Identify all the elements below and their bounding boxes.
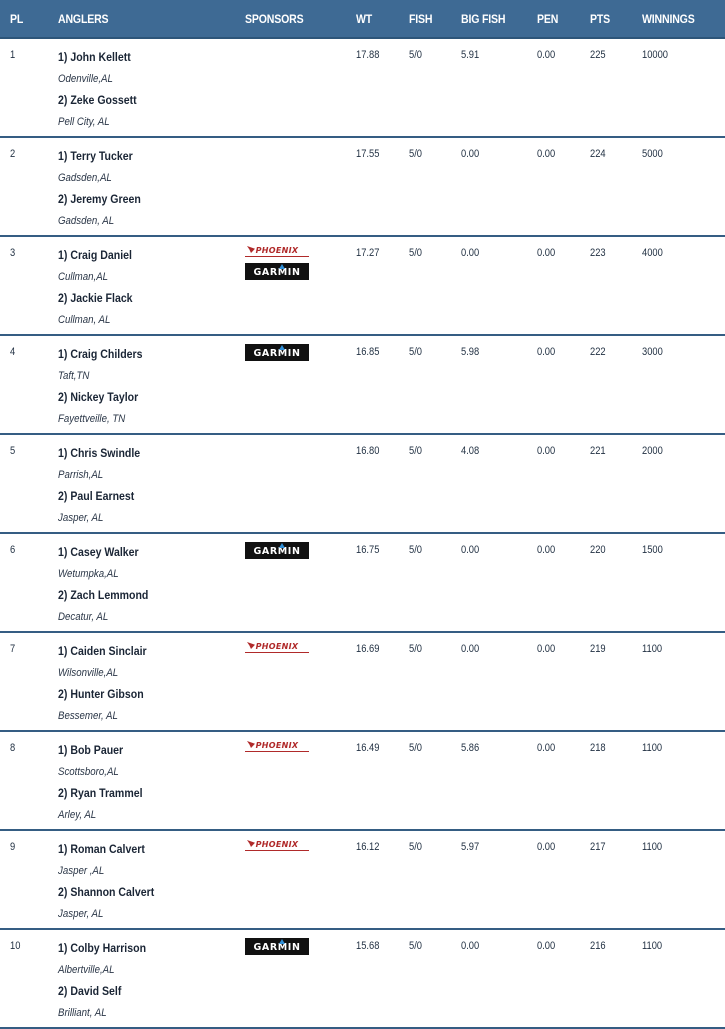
anglers-cell [58, 48, 137, 134]
table-row [0, 930, 725, 1029]
fish-count-cell: 5/0 [409, 940, 423, 952]
place-cell: 4 [10, 346, 16, 358]
points-cell: 222 [590, 346, 606, 358]
place-cell: 6 [10, 544, 16, 556]
anglers-cell [58, 345, 143, 431]
angler-hometown: Albertville,AL [58, 963, 115, 976]
place-cell: 8 [10, 742, 16, 754]
weight-cell: 17.27 [356, 247, 380, 259]
angler-hometown: Wilsonville,AL [58, 666, 119, 679]
place-cell: 1 [10, 49, 16, 61]
garmin-logo-text: GARMIN [253, 942, 301, 953]
big-fish-cell: 0.00 [461, 544, 480, 556]
penalty-cell: 0.00 [537, 247, 556, 259]
garmin-logo-text: GARMIN [253, 348, 301, 359]
weight-cell: 16.12 [356, 841, 380, 853]
table-row [0, 633, 725, 732]
fish-count-cell: 5/0 [409, 247, 423, 259]
table-row [0, 534, 725, 633]
header-pen: PEN [537, 12, 559, 26]
points-cell: 216 [590, 940, 606, 952]
angler-name: 1) Caiden Sinclair [58, 644, 147, 658]
angler-name: 2) Paul Earnest [58, 489, 135, 503]
header-pts: PTS [590, 12, 611, 26]
phoenix-logo-text: PHOENIX [255, 840, 299, 849]
garmin-logo [245, 263, 309, 280]
table-header [0, 0, 725, 39]
phoenix-wing-icon [247, 840, 255, 847]
penalty-cell: 0.00 [537, 940, 556, 952]
phoenix-logo-text: PHOENIX [255, 741, 299, 750]
angler-hometown: Pell City, AL [58, 115, 110, 128]
table-row [0, 336, 725, 435]
anglers-cell [58, 939, 146, 1025]
header-wt: WT [356, 12, 373, 26]
phoenix-logo [245, 740, 309, 752]
phoenix-logo-text: PHOENIX [255, 642, 299, 651]
garmin-triangle-icon [279, 264, 285, 269]
penalty-cell: 0.00 [537, 841, 556, 853]
weight-cell: 16.75 [356, 544, 380, 556]
phoenix-logo [245, 839, 309, 851]
garmin-triangle-icon [279, 345, 285, 350]
angler-hometown: Taft,TN [58, 369, 90, 382]
angler-name: 2) Zeke Gossett [58, 93, 137, 107]
angler-name: 1) Roman Calvert [58, 842, 145, 856]
angler-name: 2) Zach Lemmond [58, 588, 149, 602]
table-row [0, 138, 725, 237]
header-sponsors: SPONSORS [245, 12, 304, 26]
big-fish-cell: 5.97 [461, 841, 480, 853]
phoenix-wing-icon [247, 246, 255, 253]
angler-name: 1) John Kellett [58, 50, 131, 64]
anglers-cell [58, 543, 148, 629]
angler-hometown: Fayettveille, TN [58, 412, 126, 425]
angler-name: 2) David Self [58, 984, 122, 998]
weight-cell: 16.80 [356, 445, 380, 457]
weight-cell: 16.69 [356, 643, 380, 655]
place-cell: 2 [10, 148, 16, 160]
winnings-cell: 2000 [642, 445, 663, 457]
angler-hometown: Arley, AL [58, 808, 97, 821]
header-big-fish: BIG FISH [461, 12, 506, 26]
anglers-cell [58, 147, 141, 233]
header-anglers: ANGLERS [58, 12, 109, 26]
points-cell: 221 [590, 445, 606, 457]
penalty-cell: 0.00 [537, 49, 556, 61]
angler-hometown: Gadsden,AL [58, 171, 112, 184]
angler-hometown: Cullman, AL [58, 313, 111, 326]
points-cell: 225 [590, 49, 606, 61]
fish-count-cell: 5/0 [409, 49, 423, 61]
winnings-cell: 4000 [642, 247, 663, 259]
angler-name: 1) Craig Daniel [58, 248, 132, 262]
fish-count-cell: 5/0 [409, 148, 423, 160]
angler-hometown: Wetumpka,AL [58, 567, 119, 580]
penalty-cell: 0.00 [537, 643, 556, 655]
angler-hometown: Odenville,AL [58, 72, 113, 85]
penalty-cell: 0.00 [537, 148, 556, 160]
table-row [0, 237, 725, 336]
angler-name: 1) Terry Tucker [58, 149, 133, 163]
garmin-logo-text: GARMIN [253, 546, 301, 557]
angler-name: 2) Shannon Calvert [58, 885, 155, 899]
points-cell: 224 [590, 148, 606, 160]
angler-name: 2) Hunter Gibson [58, 687, 144, 701]
angler-name: 2) Jeremy Green [58, 192, 141, 206]
weight-cell: 17.88 [356, 49, 380, 61]
penalty-cell: 0.00 [537, 445, 556, 457]
points-cell: 223 [590, 247, 606, 259]
weight-cell: 15.68 [356, 940, 380, 952]
big-fish-cell: 0.00 [461, 247, 480, 259]
garmin-logo [245, 542, 309, 559]
garmin-logo-text: GARMIN [253, 267, 301, 278]
phoenix-logo [245, 641, 309, 653]
big-fish-cell: 5.98 [461, 346, 480, 358]
winnings-cell: 3000 [642, 346, 663, 358]
angler-hometown: Brilliant, AL [58, 1006, 107, 1019]
big-fish-cell: 5.86 [461, 742, 480, 754]
place-cell: 10 [10, 940, 21, 952]
fish-count-cell: 5/0 [409, 445, 423, 457]
garmin-logo [245, 344, 309, 361]
winnings-cell: 1100 [642, 940, 663, 952]
penalty-cell: 0.00 [537, 544, 556, 556]
place-cell: 5 [10, 445, 16, 457]
big-fish-cell: 0.00 [461, 643, 480, 655]
anglers-cell [58, 642, 147, 728]
fish-count-cell: 5/0 [409, 544, 423, 556]
big-fish-cell: 4.08 [461, 445, 480, 457]
anglers-cell [58, 444, 140, 530]
anglers-cell [58, 246, 133, 332]
angler-name: 1) Casey Walker [58, 545, 139, 559]
anglers-cell [58, 741, 143, 827]
points-cell: 217 [590, 841, 606, 853]
place-cell: 9 [10, 841, 16, 853]
fish-count-cell: 5/0 [409, 841, 423, 853]
winnings-cell: 1100 [642, 841, 663, 853]
table-row [0, 831, 725, 930]
winnings-cell: 1500 [642, 544, 663, 556]
angler-name: 1) Chris Swindle [58, 446, 141, 460]
winnings-cell: 5000 [642, 148, 663, 160]
angler-hometown: Cullman,AL [58, 270, 109, 283]
fish-count-cell: 5/0 [409, 643, 423, 655]
angler-hometown: Bessemer, AL [58, 709, 118, 722]
winnings-cell: 10000 [642, 49, 669, 61]
table-body [0, 39, 725, 1029]
place-cell: 7 [10, 643, 16, 655]
angler-hometown: Gadsden, AL [58, 214, 115, 227]
points-cell: 219 [590, 643, 606, 655]
header-pl: PL [10, 12, 24, 26]
angler-name: 2) Jackie Flack [58, 291, 133, 305]
garmin-logo [245, 938, 309, 955]
angler-hometown: Jasper ,AL [58, 864, 105, 877]
weight-cell: 16.49 [356, 742, 380, 754]
angler-hometown: Parrish,AL [58, 468, 104, 481]
table-row [0, 39, 725, 138]
points-cell: 218 [590, 742, 606, 754]
header-fish: FISH [409, 12, 433, 26]
angler-name: 1) Colby Harrison [58, 941, 147, 955]
angler-hometown: Decatur, AL [58, 610, 109, 623]
angler-hometown: Scottsboro,AL [58, 765, 119, 778]
garmin-triangle-icon [279, 543, 285, 548]
penalty-cell: 0.00 [537, 346, 556, 358]
garmin-triangle-icon [279, 939, 285, 944]
angler-name: 1) Craig Childers [58, 347, 143, 361]
phoenix-wing-icon [247, 642, 255, 649]
phoenix-logo [245, 245, 309, 257]
anglers-cell [58, 840, 154, 926]
phoenix-logo-text: PHOENIX [255, 246, 299, 255]
fish-count-cell: 5/0 [409, 742, 423, 754]
header-winnings: WINNINGS [642, 12, 695, 26]
penalty-cell: 0.00 [537, 742, 556, 754]
winnings-cell: 1100 [642, 742, 663, 754]
angler-name: 2) Ryan Trammel [58, 786, 143, 800]
points-cell: 220 [590, 544, 606, 556]
angler-name: 2) Nickey Taylor [58, 390, 139, 404]
phoenix-wing-icon [247, 741, 255, 748]
angler-hometown: Jasper, AL [58, 511, 104, 524]
big-fish-cell: 5.91 [461, 49, 480, 61]
angler-name: 1) Bob Pauer [58, 743, 124, 757]
weight-cell: 17.55 [356, 148, 380, 160]
winnings-cell: 1100 [642, 643, 663, 655]
table-row [0, 435, 725, 534]
table-row [0, 732, 725, 831]
angler-hometown: Jasper, AL [58, 907, 104, 920]
weight-cell: 16.85 [356, 346, 380, 358]
place-cell: 3 [10, 247, 16, 259]
fish-count-cell: 5/0 [409, 346, 423, 358]
big-fish-cell: 0.00 [461, 940, 480, 952]
big-fish-cell: 0.00 [461, 148, 480, 160]
